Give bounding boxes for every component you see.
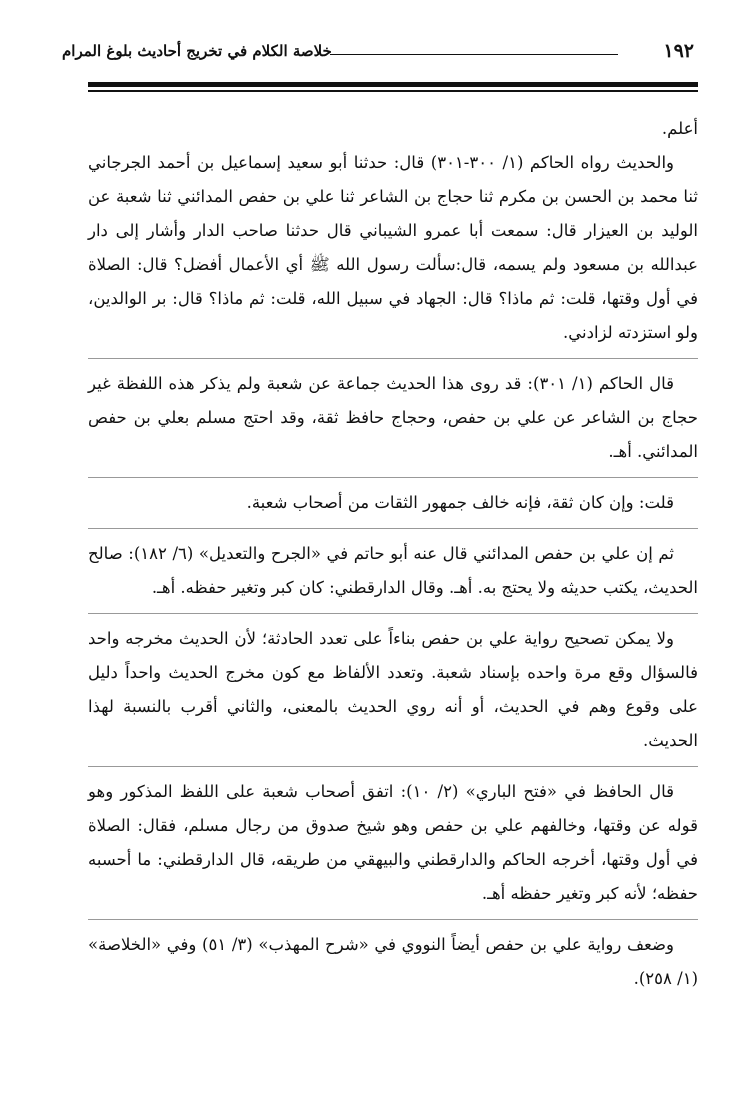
paragraph-2: والحديث رواه الحاكم (١/ ٣٠٠-٣٠١) قال: حدثنا أبو سعيد إسماعيل بن أحمد الجرجاني ثنا محمد بن الحسن بن مكرم ثنا حجاج بن الشاعر ثنا علي بن حفص المدائني ثنا شعبة عن الوليد بن العيزار قال: سمعت أبا عمرو الشيباني قال حدثنا صاحب الدار وأشار إلى دار عبدالله بن مسعود ولم يسمه، قال:سألت رسول الله ﷺ أي الأعمال أفضل؟ قال: الصلاة في أول وقتها، قلت: ثم ماذا؟ قال: الجهاد في سبيل الله، قلت: ثم ماذا؟ قال: بر الوالدين، ولو استزدته لزادني. [88,153,698,342]
paragraph-3: قال الحاكم (١/ ٣٠١): قد روى هذا الحديث جماعة عن شعبة ولم يذكر هذه اللفظة غير حجاج بن الشاعر عن علي بن حفص، وحجاج حافظ ثقة، وقد احتج مسلم بعلي بن حفص المدائني. أهـ. [88,374,698,461]
header-dash [330,54,618,55]
paragraph-separator [88,766,698,767]
paragraph-separator [88,528,698,529]
paragraph-separator [88,358,698,359]
paragraph-separator [88,919,698,920]
paragraph-separator [88,613,698,614]
paragraph-6: ولا يمكن تصحيح رواية علي بن حفص بناءاً على تعدد الحادثة؛ لأن الحديث مخرجه واحد فالسؤال وقع مرة واحده بإسناد شعبة. وتعدد الألفاظ مع كون مخرج الحديث واحداً دليل على وقوع وهم في الحديث، أو أنه روي الحديث بالمعنى، والثاني أقرب بالنسبة لهذا الحديث. [88,629,698,750]
paragraph-separator [88,477,698,478]
paragraph-1: أعلم. [661,119,698,138]
paragraph-8: وضعف رواية علي بن حفص أيضاً النووي في «شرح المهذب» (٣/ ٥١) وفي «الخلاصة» (١/ ٢٥٨). [88,935,698,988]
paragraph-5: ثم إن علي بن حفص المدائني قال عنه أبو حاتم في «الجرح والتعديل» (٦/ ١٨٢): صالح الحديث، يكتب حديثه ولا يحتج به. أهـ. وقال الدارقطني: كان كبر وتغير حفظه. أهـ. [88,544,698,597]
running-header [60,38,696,78]
header-rule-thick [88,82,698,87]
page-number: ١٩٢ [663,40,694,62]
header-rule-thin [88,90,698,92]
page-body [88,112,698,996]
paragraph-4: قلت: وإن كان ثقة، فإنه خالف جمهور الثقات من أصحاب شعبة. [246,493,674,512]
book-title: خلاصة الكلام في تخريج أحاديث بلوغ المرام [62,42,332,60]
paragraph-7: قال الحافظ في «فتح الباري» (٢/ ١٠): اتفق أصحاب شعبة على اللفظ المذكور وهو قوله عن وقتها، وخالفهم علي بن حفص وهو شيخ صدوق من رجال مسلم، فقال: الصلاة في أول وقتها، أخرجه الحاكم والدارقطني والبيهقي من طريقه، قال الدارقطني: ما أحسبه حفظه؛ لأنه كبر وتغير حفظه أهـ. [88,782,698,903]
